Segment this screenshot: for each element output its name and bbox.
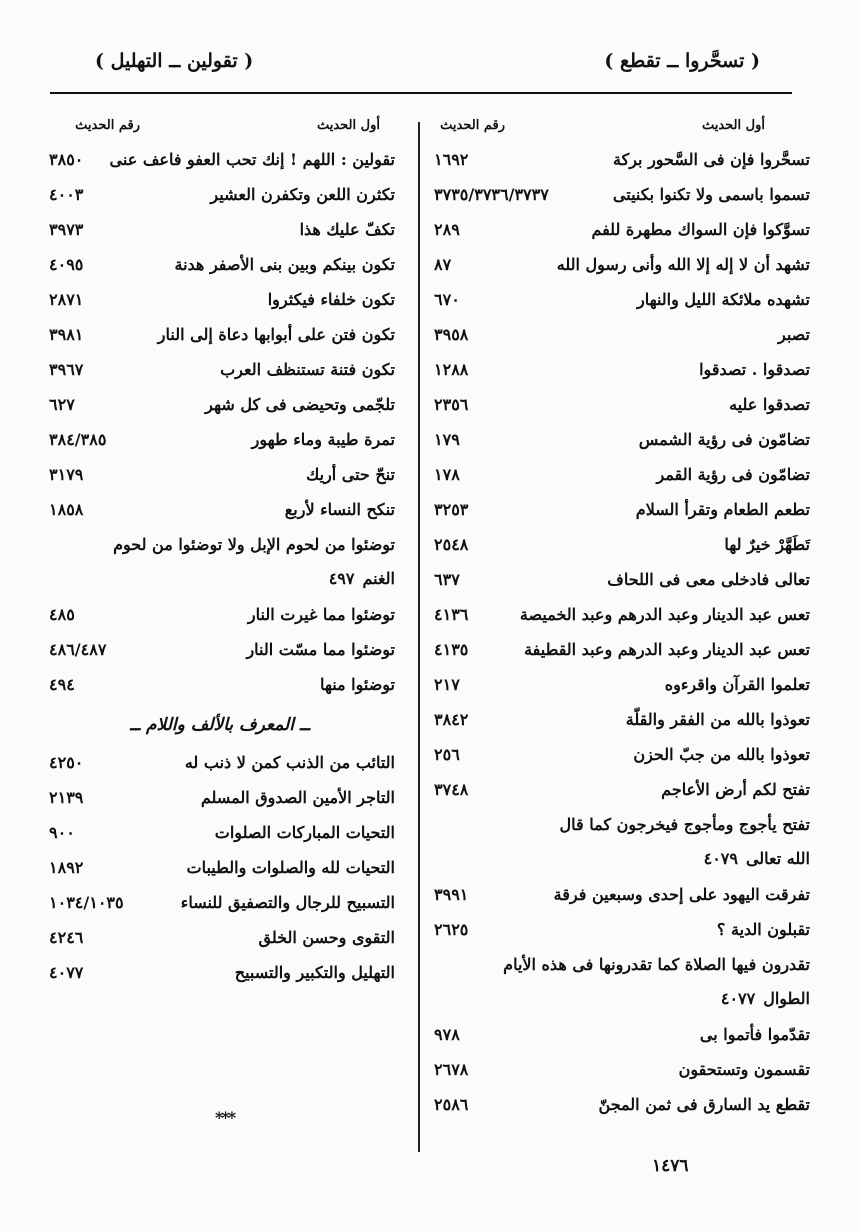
hadith-incipit: التسبيح للرجال والتصفيق للنساء: [180, 893, 395, 912]
index-entry: [430, 150, 810, 185]
hadith-number: ١٧٨: [434, 465, 460, 484]
hadith-number: ٢٨٧١: [49, 290, 84, 309]
hadith-number: ٤٨٦/٤٨٧: [49, 640, 107, 659]
index-entry: [430, 290, 810, 325]
hadith-number: ٣٩٨١: [49, 325, 84, 344]
continuation-text: الغنم: [362, 569, 395, 588]
index-entry: [430, 570, 810, 605]
hadith-number: ٢٥٨٦: [434, 1095, 469, 1114]
hadith-number: ١٠٣٤/١٠٣٥: [49, 893, 124, 912]
hadith-number: ٤١٣٥: [434, 640, 469, 659]
hadith-number: ٣٨٤/٣٨٥: [49, 430, 107, 449]
index-entry: [45, 325, 395, 360]
index-entry: [45, 150, 395, 185]
hadith-incipit: تسحَّروا فإن فى السَّحور بركة: [613, 150, 810, 169]
index-entry: [430, 430, 810, 465]
hadith-incipit: تلجّمى وتحيضى فى كل شهر: [205, 395, 395, 414]
index-entry: [430, 255, 810, 290]
hadith-incipit: تكون فتن على أبوابها دعاة إلى النار: [157, 325, 395, 344]
hadith-incipit: تطعم الطعام وتقرأ السلام: [635, 500, 810, 519]
index-entry: [45, 290, 395, 325]
index-entry: [430, 500, 810, 535]
hadith-incipit: تشهده ملائكة الليل والنهار: [637, 290, 810, 309]
hadith-incipit: تشهد أن لا إله إلا الله وأنى رسول الله: [556, 255, 810, 274]
hadith-number: ١٦٩٢: [434, 150, 469, 169]
hadith-number: ٢٣٥٦: [434, 395, 469, 414]
index-entry: [45, 395, 395, 430]
hadith-number: ٩٧٨: [434, 1025, 460, 1044]
hadith-incipit: توضئوا مما غيرت النار: [247, 605, 395, 624]
hadith-number: ٢٦٧٨: [434, 1060, 469, 1079]
index-entry: [45, 255, 395, 290]
hadith-number: ٤٠٧٧: [720, 989, 756, 1008]
hadith-number: ١٨٩٢: [49, 858, 84, 877]
end-stars: ***: [215, 1108, 235, 1127]
hadith-incipit: تكثرن اللعن وتكفرن العشير: [210, 185, 395, 204]
hadith-incipit: تعالى فادخلى معى فى اللحاف: [607, 570, 810, 589]
continuation-text: الله تعالى: [745, 849, 810, 868]
index-entry: [430, 220, 810, 255]
index-entry: [430, 675, 810, 710]
hadith-incipit: تصدقوا عليه: [729, 395, 810, 414]
hadith-number: ١٨٥٨: [49, 500, 84, 519]
hadith-incipit: توضئوا من لحوم الإبل ولا توضئوا من لحوم: [113, 535, 395, 554]
hadith-number: ٤٠٩٥: [49, 255, 84, 274]
index-entry: [430, 605, 810, 640]
hadith-incipit: تفتح لكم أرض الأعاجم: [661, 780, 810, 799]
hadith-incipit: التهليل والتكبير والتسبيح: [234, 963, 395, 982]
hadith-incipit: تقدرون فيها الصلاة كما تقدرونها فى هذه الأيام: [503, 955, 810, 974]
index-entry: [45, 360, 395, 395]
hadith-incipit: التقوى وحسن الخلق: [258, 928, 395, 947]
hadith-number: ٣٩٩١: [434, 885, 469, 904]
hadith-incipit: تقسمون وتستحقون: [678, 1060, 810, 1079]
hadith-number: ٣٩٥٨: [434, 325, 469, 344]
index-entry: [430, 395, 810, 430]
index-entry: [45, 465, 395, 500]
hadith-number: ٨٧: [434, 255, 452, 274]
hadith-incipit: تعس عبد الدينار وعبد الدرهم وعبد الخميصة: [519, 605, 810, 624]
index-entry: [430, 745, 810, 780]
hadith-number: ١٢٨٨: [434, 360, 469, 379]
hadith-number: ٤٠٧٩: [703, 849, 738, 868]
index-entry: [430, 780, 810, 815]
hadith-incipit: التائب من الذنب كمن لا ذنب له: [184, 753, 395, 772]
hadith-number: ٢١٧: [434, 675, 460, 694]
page-number: ١٤٧٦: [652, 1156, 689, 1176]
hadith-incipit: تَطَهَّرْ خيرٌ لها: [724, 535, 810, 554]
hadith-incipit: تنحّ حتى أريك: [306, 465, 395, 484]
index-entry: [45, 430, 395, 465]
left-column-heading-number: رقم الحديث: [75, 118, 140, 133]
index-entry: [45, 185, 395, 220]
index-entry: [45, 893, 395, 928]
hadith-number: ٢٥٦: [434, 745, 460, 764]
index-entry: [430, 640, 810, 675]
hadith-number: ٣٧٤٨: [434, 780, 469, 799]
hadith-incipit: التحيات لله والصلوات والطيبات: [186, 858, 395, 877]
hadith-number: ٤٠٧٧: [49, 963, 84, 982]
hadith-incipit: تقدّموا فأتموا بى: [699, 1025, 810, 1044]
right-column-heading-first: أول الحديث: [701, 118, 765, 133]
hadith-incipit: تكون بينكم وبين بنى الأصفر هدنة: [174, 255, 395, 274]
hadith-incipit: تقبلون الدية ؟: [716, 920, 810, 939]
right-column-heading-number: رقم الحديث: [440, 118, 505, 133]
hadith-incipit: تسوَّكوا فإن السواك مطهرة للفم: [591, 220, 810, 239]
index-entry: [430, 465, 810, 500]
hadith-incipit: تضامّون فى رؤية الشمس: [638, 430, 810, 449]
index-entry: [45, 788, 395, 823]
index-entry: [45, 823, 395, 858]
hadith-incipit: تصدقوا . تصدقوا: [699, 360, 810, 379]
index-entry: [45, 753, 395, 788]
hadith-number: ٤٩٤: [49, 675, 75, 694]
column-divider: [418, 122, 420, 1152]
hadith-incipit: تقولين : اللهم ! إنك تحب العفو فاعف عنى: [109, 150, 395, 169]
hadith-incipit: توضئوا منها: [319, 675, 395, 694]
hadith-incipit: تضامّون فى رؤية القمر: [656, 465, 810, 484]
hadith-number: ٤١٣٦: [434, 605, 469, 624]
hadith-number: ٣٧٣٥/٣٧٣٦/٣٧٣٧: [434, 185, 549, 204]
hadith-number: ٣٨٤٢: [434, 710, 469, 729]
hadith-number: ٦٢٧: [49, 395, 75, 414]
hadith-incipit: تعس عبد الدينار وعبد الدرهم وعبد القطيفة: [524, 640, 810, 659]
index-entry: [45, 858, 395, 893]
hadith-number: ٦٧٠: [434, 290, 460, 309]
index-entry: [430, 1095, 810, 1130]
hadith-incipit: تنكح النساء لأربع: [284, 500, 395, 519]
hadith-number: ٢٦٢٥: [434, 920, 469, 939]
index-entry: [430, 1025, 810, 1060]
hadith-incipit: تفتح يأجوج ومأجوج فيخرجون كما قال: [559, 815, 810, 834]
hadith-number: ٣٨٥٠: [49, 150, 84, 169]
index-entry: [430, 535, 810, 570]
index-entry: [430, 1060, 810, 1095]
index-entry: [45, 500, 395, 535]
header-rule: [50, 92, 792, 94]
hadith-number: ٣١٧٩: [49, 465, 84, 484]
hadith-incipit: تصبر: [778, 325, 810, 344]
hadith-number: ٢١٣٩: [49, 788, 84, 807]
section-heading: ــ المعرف بالألف واللام ــ: [130, 715, 310, 735]
hadith-incipit: توضئوا مما مسّت النار: [246, 640, 395, 659]
hadith-incipit: تعلموا القرآن واقرءوه: [664, 675, 810, 694]
hadith-incipit: تكون فتنة تستنظف العرب: [220, 360, 395, 379]
hadith-number: ٢٥٤٨: [434, 535, 469, 554]
hadith-number: ٣٢٥٣: [434, 500, 469, 519]
running-header-left: ( تقولين ــ التهليل ): [95, 50, 254, 72]
hadith-number: ٦٣٧: [434, 570, 460, 589]
hadith-incipit: تمرة طيبة وماء طهور: [251, 430, 395, 449]
index-entry: [430, 920, 810, 955]
index-entry: [45, 675, 395, 710]
index-entry: [430, 185, 810, 220]
index-entry: [45, 605, 395, 640]
index-entry: [45, 640, 395, 675]
index-entry-wrapped: [45, 535, 395, 605]
index-entry: [45, 220, 395, 255]
index-entry: [430, 325, 810, 360]
hadith-incipit: تعوذوا بالله من الفقر والقلّة: [625, 710, 810, 729]
hadith-incipit-continuation: [430, 849, 810, 869]
running-header-right: ( تسحَّروا ــ تقطع ): [604, 50, 760, 72]
left-column-index: [45, 150, 395, 998]
hadith-incipit: تكفّ عليك هذا: [299, 220, 395, 239]
hadith-incipit: التاجر الأمين الصدوق المسلم: [200, 788, 395, 807]
hadith-incipit: تعوذوا بالله من جبّ الحزن: [633, 745, 810, 764]
index-entry: [45, 963, 395, 998]
hadith-incipit-continuation: [430, 989, 810, 1009]
hadith-number: ٤٩٧: [328, 569, 355, 588]
hadith-number: ٤٠٠٣: [49, 185, 84, 204]
continuation-text: الطوال: [763, 989, 810, 1008]
hadith-incipit: تقطع يد السارق فى ثمن المجنّ: [598, 1095, 810, 1114]
index-entry: [430, 885, 810, 920]
hadith-incipit: تكون خلفاء فيكثروا: [267, 290, 395, 309]
hadith-number: ٤٢٥٠: [49, 753, 84, 772]
index-entry-wrapped: [430, 955, 810, 1025]
hadith-incipit: التحيات المباركات الصلوات: [214, 823, 395, 842]
index-entry: [430, 710, 810, 745]
hadith-number: ٣٩٧٣: [49, 220, 84, 239]
hadith-incipit: تسموا باسمى ولا تكنوا بكنيتى: [612, 185, 810, 204]
hadith-number: ٤٢٤٦: [49, 928, 84, 947]
index-entry: [45, 928, 395, 963]
index-entry-wrapped: [430, 815, 810, 885]
hadith-number: ٢٨٩: [434, 220, 460, 239]
hadith-incipit: تفرقت اليهود على إحدى وسبعين فرقة: [553, 885, 810, 904]
hadith-number: ٣٩٦٧: [49, 360, 84, 379]
hadith-number: ٩٠٠: [49, 823, 75, 842]
hadith-incipit-continuation: [45, 569, 395, 589]
index-entry: [430, 360, 810, 395]
left-column-heading-first: أول الحديث: [316, 118, 380, 133]
hadith-number: ٤٨٥: [49, 605, 75, 624]
right-column-index: [430, 150, 810, 1130]
hadith-number: ١٧٩: [434, 430, 460, 449]
